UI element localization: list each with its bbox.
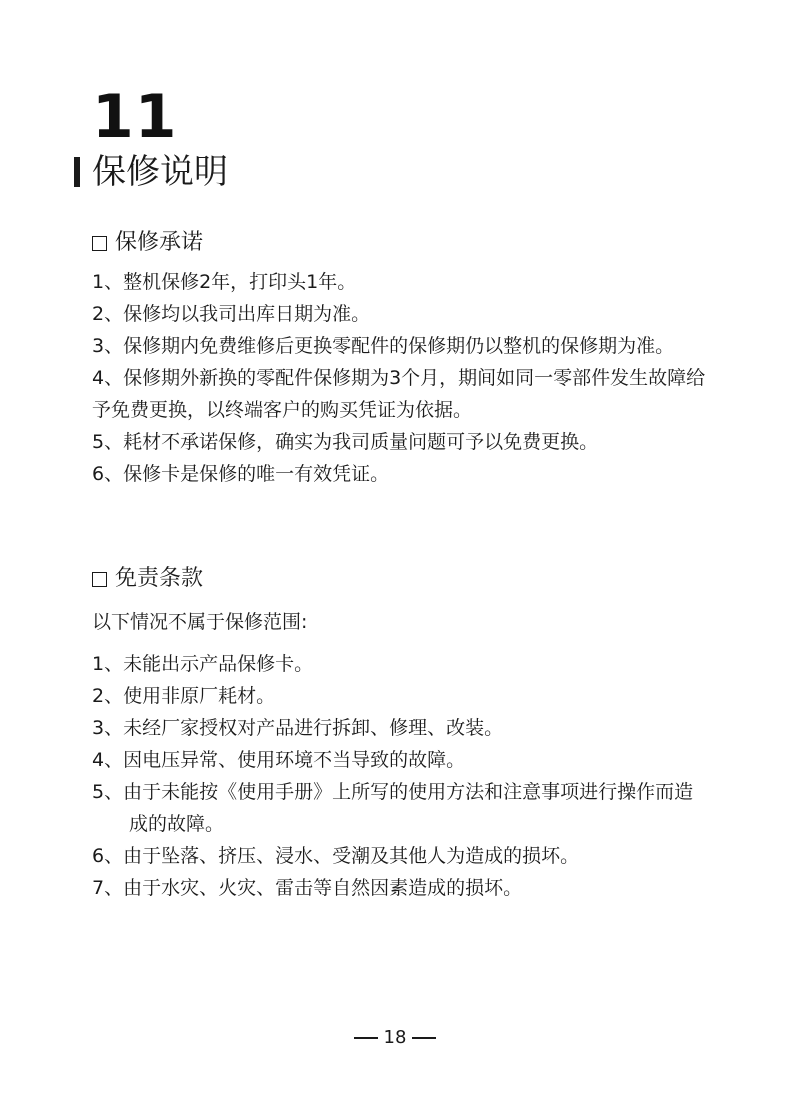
page-title-row: [74, 148, 228, 196]
title-accent-bar: [74, 157, 80, 187]
list-item: 7、由于水灾、火灾、雷击等自然因素造成的损坏。: [92, 877, 523, 899]
page-footer: [0, 1024, 790, 1052]
page-title: 保修说明: [92, 152, 228, 192]
list-item: 2、使用非原厂耗材。: [92, 685, 276, 707]
dash-decoration: [412, 1037, 436, 1039]
list-item: 6、保修卡是保修的唯一有效凭证。: [92, 463, 390, 485]
disclaimer-intro: 以下情况不属于保修范围:: [92, 611, 308, 633]
section-heading-label: 保修承诺: [115, 230, 204, 255]
section-heading-disclaimer: [92, 564, 203, 594]
list-item: 5、由于未能按《使用手册》上所写的使用方法和注意事项进行操作而造成的故障。: [92, 781, 694, 835]
list-item: 4、保修期外新换的零配件保修期为3个月，期间如同一零部件发生故障给予免费更换，以终端客户的购买凭证为依据。: [92, 367, 706, 421]
chapter-number: 11: [92, 82, 178, 152]
list-item: 5、耗材不承诺保修，确实为我司质量问题可予以免费更换。: [92, 431, 599, 453]
disclaimer-list: [92, 648, 712, 904]
list-item: 4、因电压异常、使用环境不当导致的故障。: [92, 749, 466, 771]
list-item: 3、保修期内免费维修后更换零配件的保修期仍以整机的保修期为准。: [92, 335, 675, 357]
checkbox-icon: [92, 236, 107, 251]
list-item: 6、由于坠落、挤压、浸水、受潮及其他人为造成的损坏。: [92, 845, 580, 867]
section-heading-warranty-promise: [92, 228, 203, 258]
list-item: 1、未能出示产品保修卡。: [92, 653, 314, 675]
section-heading-label: 免责条款: [115, 566, 204, 591]
checkbox-icon: [92, 572, 107, 587]
dash-decoration: [354, 1037, 378, 1039]
warranty-promise-list: [92, 266, 712, 490]
page-number: 18: [383, 1027, 407, 1048]
list-item: 2、保修均以我司出库日期为准。: [92, 303, 371, 325]
list-item: 1、整机保修2年，打印头1年。: [92, 271, 357, 293]
list-item: 3、未经厂家授权对产品进行拆卸、修理、改装。: [92, 717, 504, 739]
